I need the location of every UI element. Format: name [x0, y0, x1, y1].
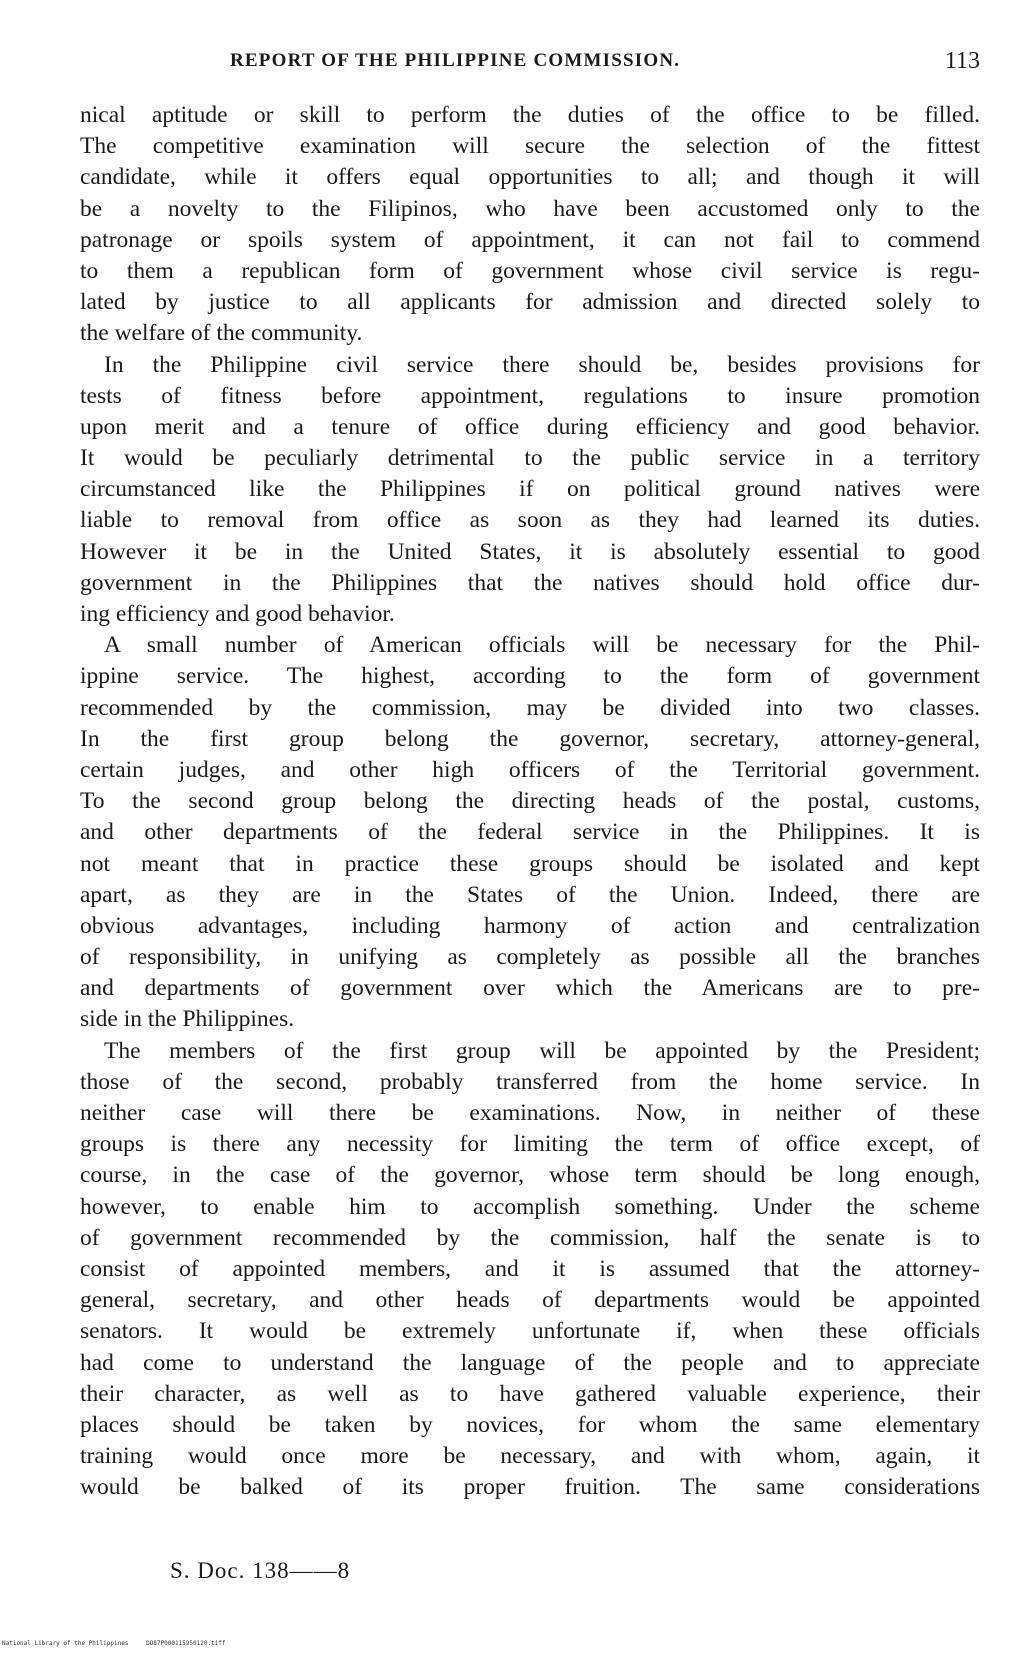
- text-line: places should be taken by novices, for whom the same elementary: [80, 1411, 980, 1438]
- text-line: the welfare of the community.: [80, 320, 363, 347]
- text-line: apart, as they are in the States of the Union. Indeed, there are: [80, 881, 980, 908]
- text-line: It would be peculiarly detrimental to the public service in a territory: [80, 445, 980, 472]
- text-line: circumstanced like the Philippines if on political ground natives were: [80, 476, 980, 503]
- footer-filename: DO87P000115950120.tiff: [146, 1640, 226, 1647]
- text-line: candidate, while it offers equal opportunities to all; and though it will: [80, 164, 980, 191]
- text-line: obvious advantages, including harmony of action and centralization: [80, 912, 980, 939]
- text-line: recommended by the commission, may be divided into two classes.: [80, 694, 980, 721]
- text-line: would be balked of its proper fruition. The same considerations: [80, 1474, 980, 1501]
- text-line: of government recommended by the commission, half the senate is to: [80, 1224, 980, 1251]
- text-line: and departments of government over which the Americans are to pre-: [80, 975, 980, 1002]
- paragraph: [80, 1036, 980, 1504]
- text-line: A small number of American officials will be necessary for the Phil-: [104, 632, 980, 659]
- scan-footer: [2, 1640, 240, 1647]
- text-line: To the second group belong the directing heads of the postal, customs,: [80, 788, 980, 815]
- paragraph: [80, 350, 980, 631]
- running-header: [230, 50, 980, 78]
- text-line: lated by justice to all applicants for admission and directed solely to: [80, 289, 980, 316]
- text-line: course, in the case of the governor, whose term should be long enough,: [80, 1162, 980, 1189]
- text-line: In the Philippine civil service there should be, besides provisions for: [104, 351, 980, 378]
- text-line: to them a republican form of government whose civil service is regu-: [80, 257, 980, 284]
- body-text: [80, 100, 980, 1503]
- signature-mark: S. Doc. 138——8: [170, 1558, 351, 1583]
- text-line: their character, as well as to have gathered valuable experience, their: [80, 1380, 980, 1407]
- text-line: training would once more be necessary, and with whom, again, it: [80, 1443, 980, 1470]
- text-line: ippine service. The highest, according to the form of government: [80, 663, 980, 690]
- text-line: those of the second, probably transferred from the home service. In: [80, 1068, 980, 1095]
- text-line: liable to removal from office as soon as they had learned its duties.: [80, 507, 980, 534]
- text-line: nical aptitude or skill to perform the duties of the office to be filled.: [80, 102, 980, 128]
- text-line: tests of fitness before appointment, regulations to insure promotion: [80, 382, 980, 409]
- text-line: In the first group belong the governor, secretary, attorney-general,: [80, 725, 980, 752]
- text-line: neither case will there be examinations. Now, in neither of these: [80, 1100, 980, 1126]
- text-line: had come to understand the language of the people and to appreciate: [80, 1349, 980, 1376]
- text-line: ing efficiency and good behavior.: [80, 601, 395, 627]
- header-title: REPORT OF THE PHILIPPINE COMMISSION.: [230, 50, 681, 71]
- text-line: patronage or spoils system of appointment, it can not fail to commend: [80, 226, 980, 253]
- text-line: consist of appointed members, and it is assumed that the attorney-: [80, 1255, 980, 1282]
- text-line: be a novelty to the Filipinos, who have been accustomed only to the: [80, 195, 980, 222]
- paragraph: [80, 630, 980, 1035]
- text-line: general, secretary, and other heads of departments would be appointed: [80, 1287, 980, 1314]
- page-number: 113: [944, 48, 980, 74]
- text-line: The competitive examination will secure the selection of the fittest: [80, 133, 980, 160]
- paragraph: [80, 100, 980, 350]
- text-line: of responsibility, in unifying as completely as possible all the branches: [80, 944, 980, 971]
- text-line: groups is there any necessity for limiting the term of office except, of: [80, 1131, 980, 1158]
- footer-library: National Library of the Philippines: [2, 1640, 129, 1647]
- text-line: not meant that in practice these groups should be isolated and kept: [80, 850, 980, 877]
- text-line: The members of the first group will be appointed by the President;: [104, 1037, 980, 1064]
- text-line: senators. It would be extremely unfortunate if, when these officials: [80, 1318, 980, 1345]
- text-line: However it be in the United States, it is absolutely essential to good: [80, 538, 980, 565]
- text-line: and other departments of the federal service in the Philippines. It is: [80, 819, 980, 846]
- text-line: government in the Philippines that the natives should hold office dur-: [80, 569, 980, 596]
- text-line: upon merit and a tenure of office during efficiency and good behavior.: [80, 413, 980, 440]
- text-line: side in the Philippines.: [80, 1006, 295, 1033]
- text-line: certain judges, and other high officers of the Territorial government.: [80, 756, 980, 783]
- text-line: however, to enable him to accomplish something. Under the scheme: [80, 1193, 980, 1220]
